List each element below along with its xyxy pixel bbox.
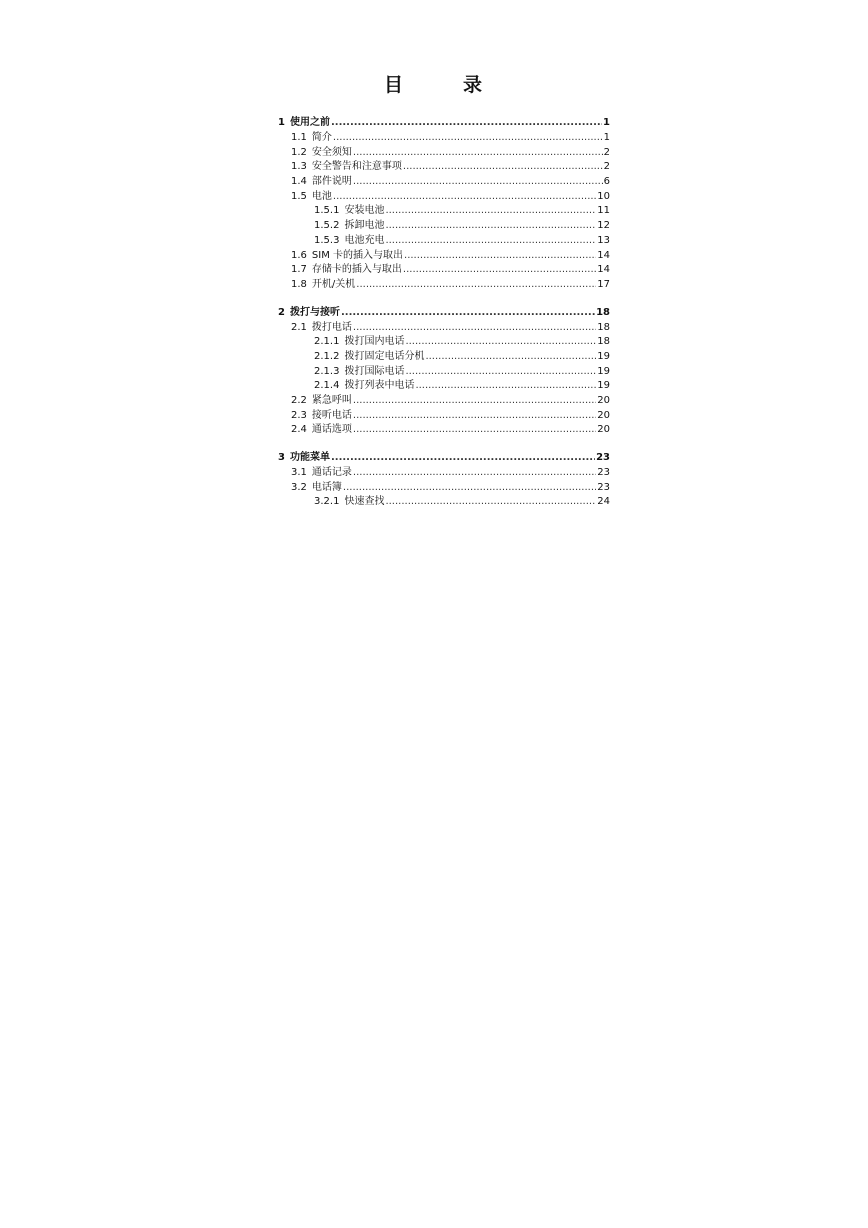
- toc-dot-leader: [333, 190, 596, 205]
- toc-entry-number: 1.1: [291, 132, 307, 143]
- page-title: [0, 70, 868, 97]
- toc-entry-title: 通话记录: [311, 467, 352, 479]
- toc-dot-leader: [353, 321, 596, 336]
- toc-dot-leader: [356, 278, 596, 293]
- toc-entry-number: 1.5.1: [314, 205, 340, 217]
- toc-entry-page: 20: [597, 424, 610, 436]
- toc-entry-number: 1.4: [291, 176, 307, 188]
- toc-entry-title: 拆卸电池: [344, 220, 385, 232]
- toc-entry-page: 19: [597, 350, 610, 362]
- toc-entry[interactable]: [278, 321, 610, 336]
- toc-entry[interactable]: [278, 495, 610, 510]
- toc-dot-leader: [403, 160, 603, 175]
- toc-entry-number: 3: [278, 452, 285, 464]
- toc-dot-leader: [385, 234, 596, 249]
- toc-entry-title: 存储卡的插入与取出: [311, 264, 402, 276]
- toc-entry-number: 2.1.3: [314, 365, 340, 377]
- toc-entry-number: 1.5.2: [314, 220, 340, 232]
- toc-dot-leader: [405, 335, 596, 350]
- toc-entry-number: 3.2: [291, 481, 307, 493]
- toc-dot-leader: [385, 219, 596, 234]
- toc-entry[interactable]: [278, 204, 610, 219]
- toc-entry-title: 紧急呼叫: [311, 395, 352, 406]
- toc-entry[interactable]: [278, 249, 610, 264]
- toc-entry-page: 1: [603, 117, 610, 128]
- toc-entry-title: 电池充电: [344, 234, 385, 246]
- toc-entry-page: 12: [597, 220, 610, 232]
- toc-entry[interactable]: [278, 175, 610, 190]
- toc-dot-leader: [331, 115, 602, 131]
- toc-entry-title: 安全警告和注意事项: [311, 161, 402, 173]
- toc-entry-title: 电池: [311, 190, 332, 202]
- toc-dot-leader: [385, 204, 596, 219]
- toc-entry[interactable]: [278, 394, 610, 409]
- toc-dot-leader: [404, 249, 596, 264]
- toc-entry-number: 2.1: [291, 321, 307, 333]
- toc-entry[interactable]: [278, 190, 610, 205]
- toc-entry-title: 拨打电话: [311, 321, 352, 333]
- toc-entry-number: 2.4: [291, 424, 307, 436]
- toc-entry[interactable]: [278, 335, 610, 350]
- toc-entry-number: 2: [278, 306, 285, 318]
- toc-entry-page: 19: [597, 380, 610, 392]
- toc-entry[interactable]: [278, 146, 610, 161]
- toc-entry-title: 部件说明: [311, 176, 352, 188]
- toc-entry[interactable]: [278, 423, 610, 438]
- toc-entry[interactable]: [278, 350, 610, 365]
- toc-dot-leader: [353, 423, 596, 438]
- toc-entry-title: 功能菜单: [289, 452, 330, 464]
- toc-entry-number: 1.2: [291, 146, 307, 158]
- toc-entry-page: 13: [597, 234, 610, 246]
- toc-dot-leader: [333, 131, 603, 146]
- toc-entry-number: 2.3: [291, 409, 307, 421]
- toc-entry-title: 接听电话: [311, 409, 352, 421]
- toc-entry-title: 安全须知: [311, 146, 352, 158]
- toc-dot-leader: [403, 263, 596, 278]
- toc-entry-number: 2.1.1: [314, 336, 340, 348]
- toc-entry-number: 1.5: [291, 190, 307, 202]
- toc-entry-page: 24: [597, 496, 610, 508]
- page-title-char-2: 录: [463, 74, 485, 96]
- toc-entry-number: 3.1: [291, 467, 307, 479]
- toc-entry[interactable]: [278, 219, 610, 234]
- toc-dot-leader: [353, 394, 596, 409]
- toc-entry-title: 使用之前: [289, 117, 330, 128]
- toc-entry-title: 快速查找: [344, 496, 385, 508]
- toc-entry-page: 20: [597, 395, 610, 406]
- toc-entry[interactable]: [278, 409, 610, 424]
- toc-entry-title: 拨打固定电话分机: [344, 350, 425, 362]
- toc-entry-number: 2.1.2: [314, 350, 340, 362]
- toc-dot-leader: [331, 450, 595, 466]
- toc-entry-page: 23: [597, 481, 610, 493]
- toc-dot-leader: [353, 175, 603, 190]
- page-title-char-1: 目: [383, 74, 405, 96]
- toc-entry-page: 17: [597, 278, 610, 290]
- toc-dot-leader: [405, 365, 596, 380]
- toc-entry-page: 19: [597, 365, 610, 377]
- toc-entry-number: 1: [278, 117, 285, 128]
- toc-entry-number: 3.2.1: [314, 496, 340, 508]
- toc-entry[interactable]: [278, 305, 610, 321]
- toc-entry[interactable]: [278, 379, 610, 394]
- toc-entry-title: 开机/关机: [311, 278, 356, 290]
- toc-entry[interactable]: [278, 234, 610, 249]
- toc-entry-page: 23: [596, 452, 610, 464]
- toc-entry-title: SIM 卡的插入与取出: [311, 249, 404, 261]
- toc-entry-number: 1.7: [291, 264, 307, 276]
- toc-entry-page: 18: [596, 306, 610, 318]
- toc-entry[interactable]: [278, 365, 610, 380]
- toc-dot-leader: [385, 495, 596, 510]
- toc-entry-title: 简介: [311, 132, 332, 143]
- toc-entry-page: 20: [597, 409, 610, 421]
- toc-entry-number: 1.3: [291, 161, 307, 173]
- toc-dot-leader: [415, 379, 596, 394]
- toc-entry-page: 23: [597, 467, 610, 479]
- toc-entry-page: 18: [597, 321, 610, 333]
- toc-entry-title: 拨打国内电话: [344, 336, 405, 348]
- toc-entry[interactable]: [278, 278, 610, 293]
- toc-entry[interactable]: [278, 160, 610, 175]
- toc-dot-leader: [353, 146, 603, 161]
- toc-entry-page: 14: [597, 249, 610, 261]
- toc-entry[interactable]: [278, 466, 610, 481]
- toc-entry[interactable]: [278, 481, 610, 496]
- toc-entry-page: 10: [597, 190, 610, 202]
- toc-entry-title: 电话簿: [311, 481, 342, 493]
- toc-entry-number: 2.2: [291, 395, 307, 406]
- toc-dot-leader: [353, 409, 596, 424]
- table-of-contents: [278, 115, 610, 510]
- toc-entry-title: 安装电池: [344, 205, 385, 217]
- toc-entry-page: 2: [603, 161, 610, 173]
- toc-entry[interactable]: [278, 131, 610, 146]
- toc-entry-title: 拨打国际电话: [344, 365, 405, 377]
- toc-entry-page: 6: [603, 176, 610, 188]
- toc-entry-title: 通话选项: [311, 424, 352, 436]
- toc-entry-title: 拨打列表中电话: [344, 380, 415, 392]
- toc-dot-leader: [353, 466, 596, 481]
- toc-entry-number: 1.6: [291, 249, 307, 261]
- toc-entry[interactable]: [278, 450, 610, 466]
- toc-entry-page: 18: [597, 336, 610, 348]
- toc-entry-page: 11: [597, 205, 610, 217]
- toc-entry[interactable]: [278, 263, 610, 278]
- toc-entry[interactable]: [278, 115, 610, 131]
- toc-dot-leader: [343, 481, 596, 496]
- toc-dot-leader: [341, 305, 595, 321]
- toc-entry-page: 2: [603, 146, 610, 158]
- toc-entry-number: 1.8: [291, 278, 307, 290]
- toc-entry-number: 1.5.3: [314, 234, 340, 246]
- toc-entry-number: 2.1.4: [314, 380, 340, 392]
- toc-entry-page: 1: [603, 132, 610, 143]
- toc-entry-title: 拨打与接听: [289, 306, 340, 318]
- toc-dot-leader: [425, 350, 596, 365]
- toc-entry-page: 14: [597, 264, 610, 276]
